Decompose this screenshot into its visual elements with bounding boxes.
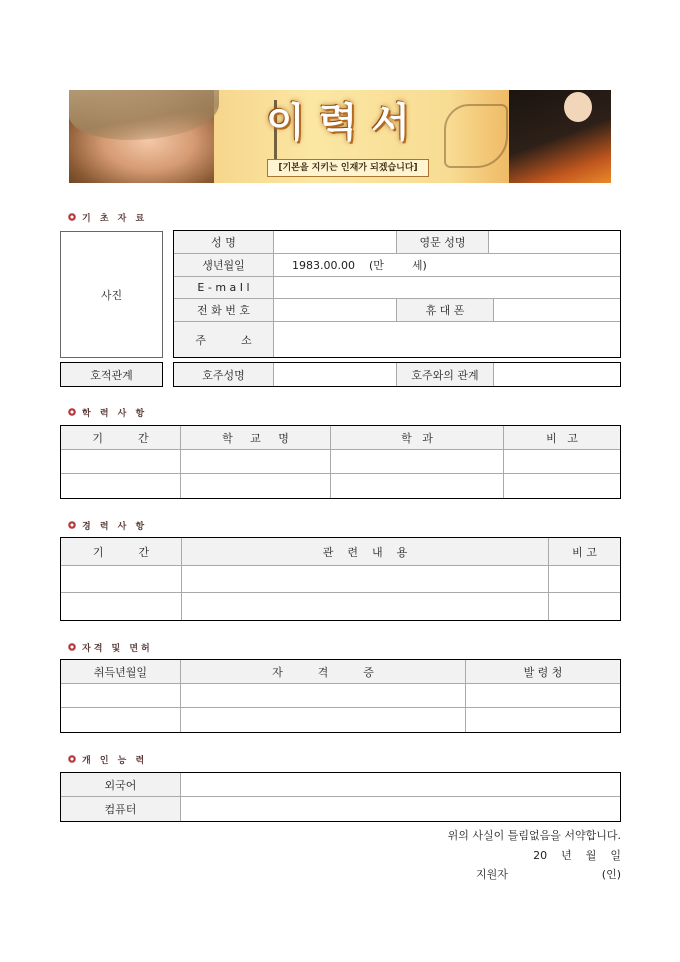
sandal-sketch-icon bbox=[444, 104, 508, 168]
education-header-note: 비 고 bbox=[503, 426, 620, 450]
birth-field[interactable]: 1983.00.00 (만 세) bbox=[273, 254, 620, 277]
bullet-icon bbox=[68, 521, 76, 529]
pledge-text: 위의 사실이 틀림없음을 서약합니다. bbox=[447, 829, 621, 842]
career-row-2-note[interactable] bbox=[548, 593, 620, 620]
computer-field[interactable] bbox=[180, 797, 620, 821]
education-row-2-major[interactable] bbox=[330, 474, 503, 498]
education-row-2-period[interactable] bbox=[61, 474, 180, 498]
photo-box[interactable] bbox=[60, 231, 163, 358]
resume-title: 이력서 bbox=[266, 99, 424, 146]
career-row-1-description[interactable] bbox=[181, 566, 548, 593]
english-name-field[interactable] bbox=[488, 231, 620, 254]
section-basic-heading bbox=[68, 210, 147, 224]
education-row-2-school[interactable] bbox=[180, 474, 330, 498]
education-row-1-major[interactable] bbox=[330, 450, 503, 474]
license-table bbox=[60, 659, 621, 733]
fashion-woman-illustration bbox=[509, 90, 611, 183]
name-label: 성 명 bbox=[174, 231, 273, 254]
career-header-description: 관 련 내 용 bbox=[181, 538, 548, 566]
family-head-field[interactable] bbox=[273, 363, 396, 386]
education-row-1-note[interactable] bbox=[503, 450, 620, 474]
license-row-1-certificate[interactable] bbox=[180, 684, 465, 708]
education-header-major: 학 과 bbox=[330, 426, 503, 450]
phone-label: 전 화 번 호 bbox=[174, 299, 273, 322]
skills-table bbox=[60, 772, 621, 822]
license-row-2-issuer[interactable] bbox=[465, 708, 620, 732]
education-row-1-school[interactable] bbox=[180, 450, 330, 474]
email-label: E - m a I l bbox=[174, 277, 273, 299]
address-field[interactable] bbox=[273, 322, 620, 357]
seal-mark[interactable]: (인) bbox=[601, 868, 621, 881]
applicant-label: 지원자 bbox=[476, 868, 508, 881]
family-relation-box bbox=[60, 362, 163, 387]
career-row-2-period[interactable] bbox=[61, 593, 181, 620]
license-row-1-date[interactable] bbox=[61, 684, 180, 708]
relation-to-head-field[interactable] bbox=[493, 363, 620, 386]
section-career-heading bbox=[68, 518, 147, 532]
license-header-certificate: 자 격 증 bbox=[180, 660, 465, 684]
birth-label: 생년월일 bbox=[174, 254, 273, 277]
foreign-language-label: 외국어 bbox=[61, 773, 180, 797]
career-row-1-note[interactable] bbox=[548, 566, 620, 593]
relation-to-head-label: 호주와의 관계 bbox=[396, 363, 493, 386]
license-row-1-issuer[interactable] bbox=[465, 684, 620, 708]
address-label: 주 소 bbox=[174, 322, 273, 357]
career-row-2-description[interactable] bbox=[181, 593, 548, 620]
family-head-label: 호주성명 bbox=[174, 363, 273, 386]
education-header-school: 학 교 명 bbox=[180, 426, 330, 450]
english-name-label: 영문 성명 bbox=[396, 231, 488, 254]
photo-label: 사진 bbox=[100, 288, 123, 302]
mobile-field[interactable] bbox=[493, 299, 620, 322]
email-field[interactable] bbox=[273, 277, 620, 299]
family-relation-label: 호적관계 bbox=[90, 368, 133, 382]
section-education-title: 학 력 사 항 bbox=[82, 408, 148, 419]
career-row-1-period[interactable] bbox=[61, 566, 181, 593]
license-header-issuer: 발 령 청 bbox=[465, 660, 620, 684]
license-row-2-date[interactable] bbox=[61, 708, 180, 732]
bullet-icon bbox=[68, 408, 76, 416]
license-header-date: 취득년월일 bbox=[61, 660, 180, 684]
name-field[interactable] bbox=[273, 231, 396, 254]
education-header-period: 기 간 bbox=[61, 426, 180, 450]
resume-slogan: [기본을 지키는 인재가 되겠습니다] bbox=[267, 159, 429, 177]
career-header-note: 비 고 bbox=[548, 538, 620, 566]
career-header-period: 기 간 bbox=[61, 538, 181, 566]
bullet-icon bbox=[68, 643, 76, 651]
date-line[interactable]: 20 년 월 일 bbox=[533, 849, 621, 862]
license-row-2-certificate[interactable] bbox=[180, 708, 465, 732]
section-license-title: 자격 및 면허 bbox=[82, 643, 153, 654]
foreign-language-field[interactable] bbox=[180, 773, 620, 797]
section-skills-title: 개 인 능 력 bbox=[82, 755, 148, 766]
career-table bbox=[60, 537, 621, 621]
education-row-2-note[interactable] bbox=[503, 474, 620, 498]
section-education-heading bbox=[68, 405, 147, 419]
section-career-title: 경 력 사 항 bbox=[82, 521, 148, 532]
family-head-table bbox=[173, 362, 621, 387]
bullet-icon bbox=[68, 213, 76, 221]
section-skills-heading bbox=[68, 752, 147, 766]
header-banner bbox=[69, 90, 611, 183]
education-table bbox=[60, 425, 621, 499]
section-basic-title: 기 초 자 료 bbox=[82, 213, 148, 224]
mobile-label: 휴 대 폰 bbox=[396, 299, 493, 322]
section-license-heading bbox=[68, 640, 153, 654]
phone-field[interactable] bbox=[273, 299, 396, 322]
basic-info-table bbox=[173, 230, 621, 358]
computer-label: 컴퓨터 bbox=[61, 797, 180, 821]
bullet-icon bbox=[68, 755, 76, 763]
education-row-1-period[interactable] bbox=[61, 450, 180, 474]
